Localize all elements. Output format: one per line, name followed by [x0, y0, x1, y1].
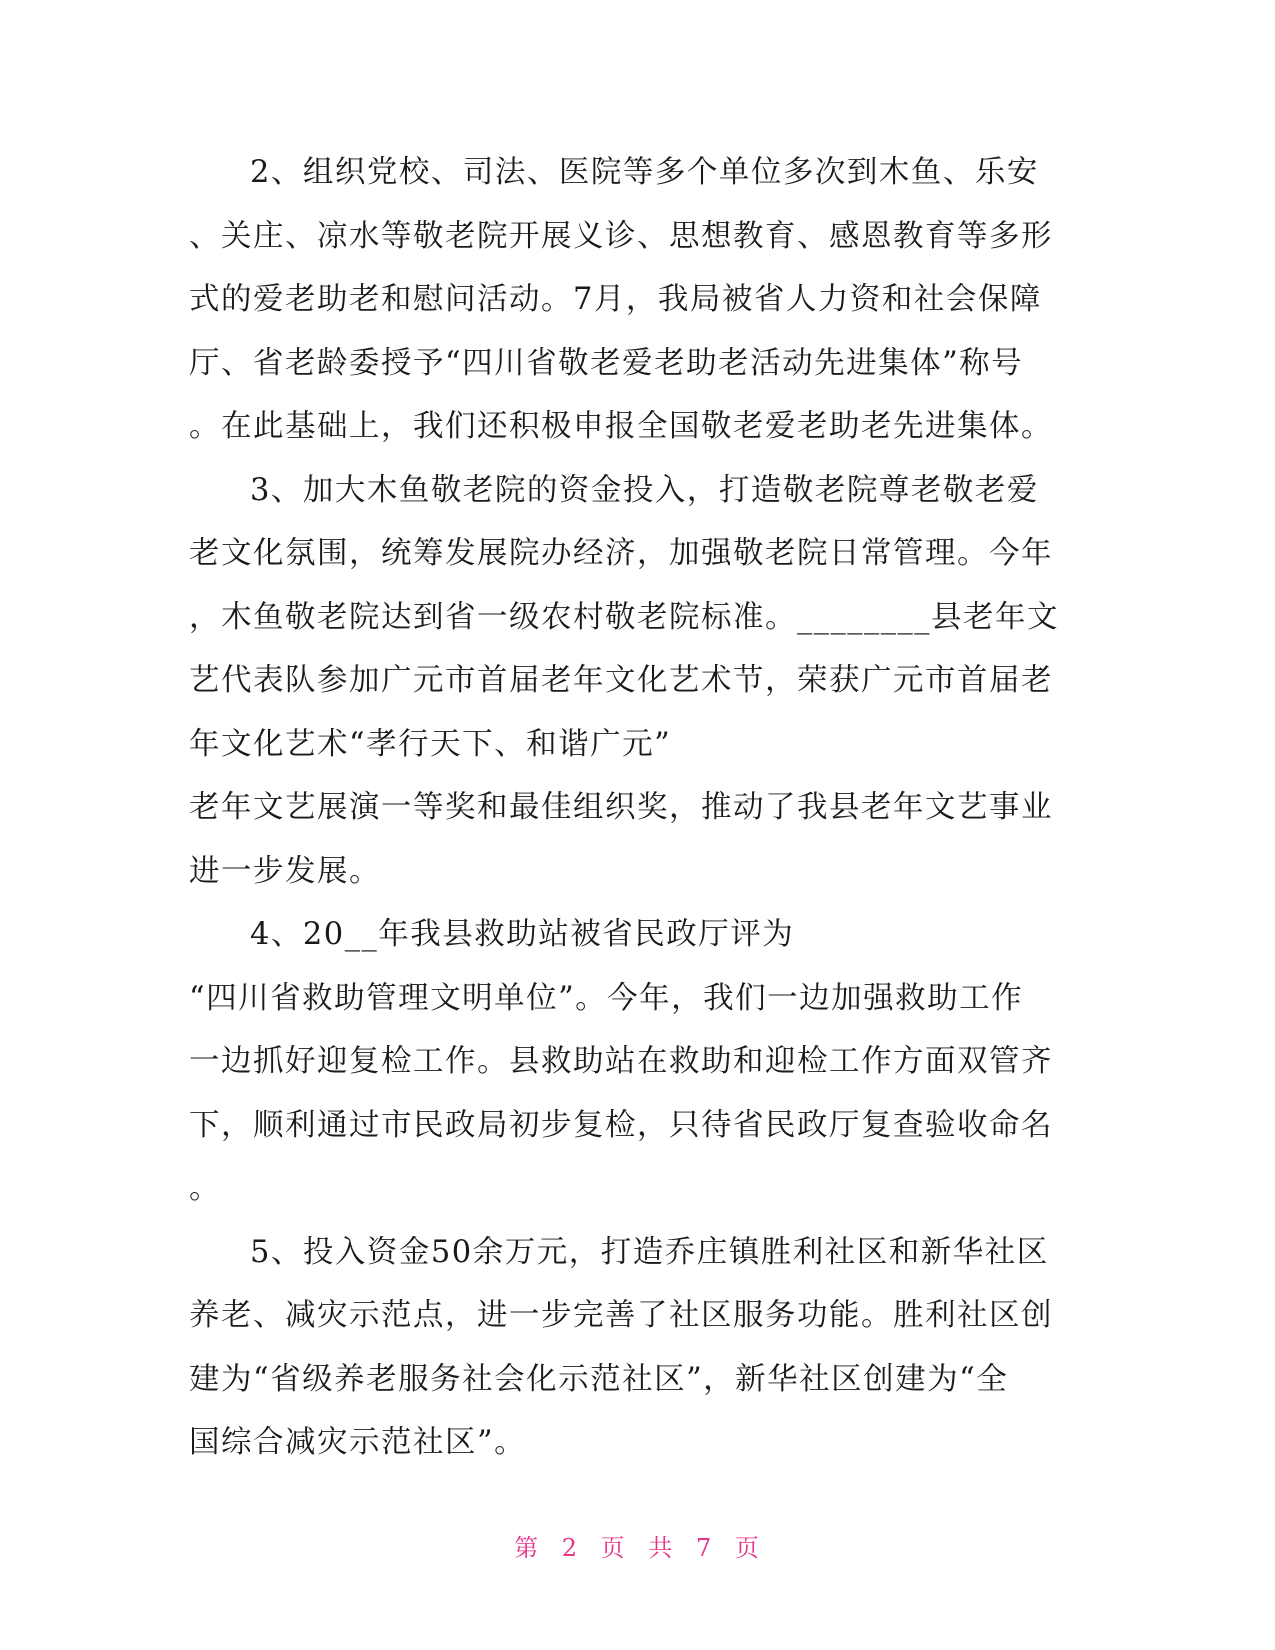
- paragraph-4-line-4: 下，顺利通过市民政局初步复检，只待省民政厅复查验收命名: [189, 1107, 1053, 1143]
- paragraph-2-line-5: 。在此基础上，我们还积极申报全国敬老爱老助老先进集体。: [189, 409, 1053, 444]
- paragraph-2-line-2: 、关庄、凉水等敬老院开展义诊、思想教育、感恩教育等多形: [189, 218, 1053, 254]
- paragraph-5-line-2: 养老、减灾示范点，进一步完善了社区服务功能。胜利社区创: [189, 1298, 1053, 1333]
- paragraph-5-line-1: 5、投入资金50余万元，打造乔庄镇胜利社区和新华社区: [250, 1234, 1049, 1270]
- paragraph-3-line-7: 进一步发展。: [189, 853, 381, 889]
- paragraph-4-line-2: “四川省救助管理文明单位”。今年，我们一边加强救助工作: [189, 980, 1024, 1016]
- footer-total-pages: 7: [695, 1534, 714, 1562]
- paragraph-3-line-2: 老文化氛围，统筹发展院办经济，加强敬老院日常管理。今年: [189, 536, 1053, 571]
- paragraph-4-line-1: 4、20__年我县救助站被省民政厅评为: [250, 917, 795, 952]
- footer-label-gong: 共: [648, 1534, 675, 1562]
- footer-label-ye: 页: [600, 1534, 627, 1562]
- paragraph-3-line-1: 3、加大木鱼敬老院的资金投入，打造敬老院尊老敬老爱: [250, 472, 1039, 508]
- paragraph-2-line-1: 2、组织党校、司法、医院等多个单位多次到木鱼、乐安: [250, 155, 1039, 190]
- paragraph-5-line-3: 建为“省级养老服务社会化示范社区”，新华社区创建为“全: [189, 1361, 1009, 1397]
- paragraph-2-line-4: 厅、省老龄委授予“四川省敬老爱老助老活动先进集体”称号: [189, 345, 1024, 381]
- footer-current-page: 2: [561, 1534, 580, 1562]
- paragraph-3-line-3: ，木鱼敬老院达到省一级农村敬老院标准。________县老年文: [189, 599, 1059, 635]
- footer-label-ye-2: 页: [734, 1534, 761, 1562]
- paragraph-3-line-4: 艺代表队参加广元市首届老年文化艺术节，荣获广元市首届老: [189, 663, 1053, 698]
- paragraph-4-line-5: 。: [189, 1171, 221, 1206]
- paragraph-4-line-3: 一边抓好迎复检工作。县救助站在救助和迎检工作方面双管齐: [189, 1044, 1053, 1079]
- footer-label-di: 第: [514, 1534, 541, 1562]
- page-footer: [0, 1528, 1275, 1563]
- paragraph-3-line-5: 年文化艺术“孝行天下、和谐广元”: [189, 726, 672, 762]
- paragraph-2-line-3: 式的爱老助老和慰问活动。7月，我局被省人力资和社会保障: [189, 282, 1042, 317]
- paragraph-5-line-4: 国综合减灾示范社区”。: [189, 1425, 527, 1460]
- document-body: [189, 141, 1089, 1475]
- paragraph-3-line-6: 老年文艺展演一等奖和最佳组织奖，推动了我县老年文艺事业: [189, 790, 1053, 825]
